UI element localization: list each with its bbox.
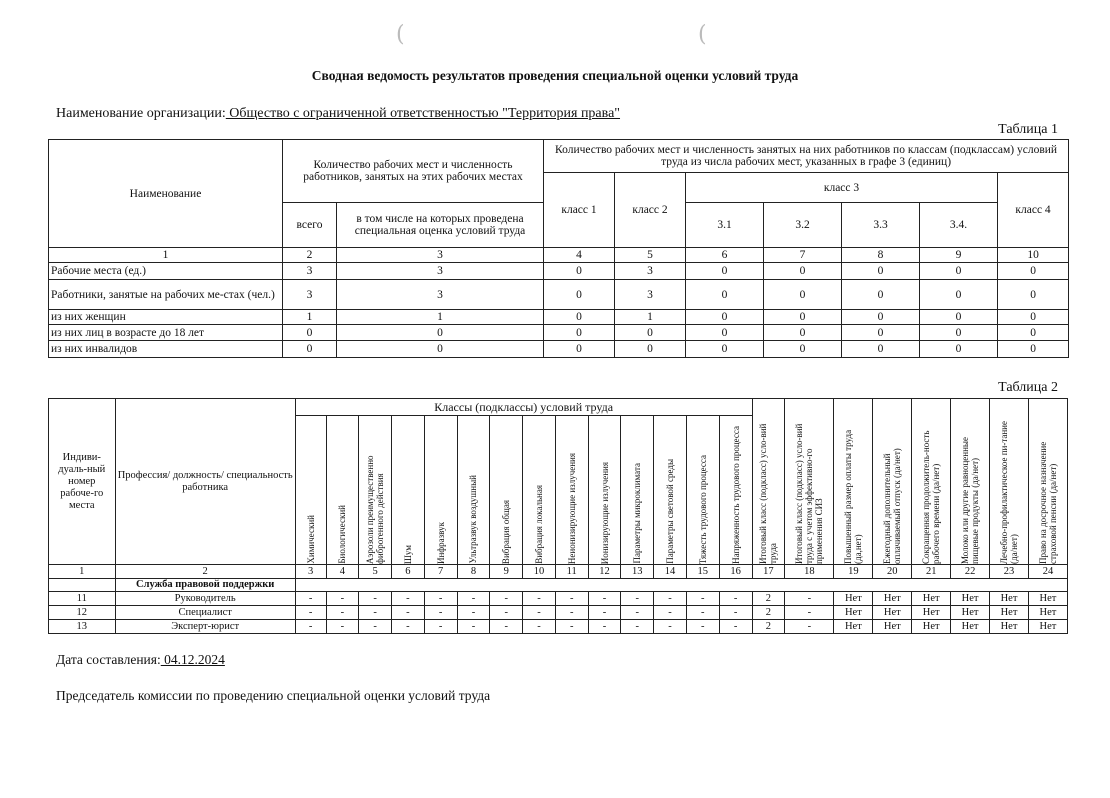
cell-value: Нет [912, 606, 951, 620]
column-number: 8 [457, 565, 490, 579]
profession-name: Специалист [115, 606, 295, 620]
column-number: 9 [920, 248, 998, 263]
cell-value: 0 [842, 341, 920, 358]
cell-value: Нет [990, 606, 1029, 620]
factor-header [719, 416, 752, 565]
table-row [49, 280, 1069, 310]
factor-header-text: Шум [402, 544, 413, 564]
cell-value: Нет [951, 606, 990, 620]
cell-value: - [326, 606, 359, 620]
column-number: 11 [555, 565, 588, 579]
factor-header-text: Химический [305, 515, 316, 564]
table-row [49, 341, 1069, 358]
scan-mark: ( [698, 22, 707, 47]
cell-value: - [555, 606, 588, 620]
cell-value: 0 [615, 341, 686, 358]
header-class4: класс 4 [998, 173, 1069, 248]
cell-value: - [295, 592, 326, 606]
organization-line [56, 106, 620, 122]
header-total: всего [283, 203, 337, 248]
cell-value: - [457, 620, 490, 634]
cell-value: 0 [920, 280, 998, 310]
cell-value: 0 [686, 325, 764, 341]
column-number: 10 [998, 248, 1069, 263]
factor-header [686, 416, 719, 565]
table-row [49, 310, 1069, 325]
cell-value: 0 [920, 325, 998, 341]
cell-value: Нет [1028, 592, 1067, 606]
column-number: 8 [842, 248, 920, 263]
cell-value: - [621, 592, 654, 606]
cell-value: - [392, 592, 425, 606]
cell-value: 0 [998, 341, 1069, 358]
factor-header-text: Неионизирующие излучения [566, 452, 577, 564]
header-extra-leave [873, 399, 912, 565]
cell-value: Нет [873, 620, 912, 634]
cell-value: - [654, 620, 687, 634]
column-number: 14 [654, 565, 687, 579]
cell-value: 0 [920, 263, 998, 280]
header-class-3-3: 3.3 [842, 203, 920, 248]
column-header-text: Ежегодный дополнительный оплачиваемый отпуск (да/нет) [882, 447, 903, 564]
workplace-id: 11 [49, 592, 116, 606]
cell-value: - [686, 606, 719, 620]
section-filler [295, 579, 1067, 592]
cell-value: 0 [842, 280, 920, 310]
header-count: Количество рабочих мест и численность работников, занятых на этих рабочих местах [283, 140, 544, 203]
column-number: 10 [523, 565, 556, 579]
column-number: 7 [424, 565, 457, 579]
cell-value: - [424, 606, 457, 620]
column-number: 5 [615, 248, 686, 263]
column-header-text: Молоко или другие равноценные пищевые продукты (да/нет) [960, 436, 981, 564]
cell-value: - [621, 620, 654, 634]
factor-header [555, 416, 588, 565]
summary-table [48, 139, 1069, 358]
section-id-cell [49, 579, 116, 592]
document-title: Сводная ведомость результатов проведения специальной оценки условий труда [311, 68, 799, 83]
factor-header-text: Параметры световой среды [665, 459, 676, 564]
table1-caption: Таблица 1 [998, 122, 1058, 137]
row-name: из них инвалидов [49, 341, 283, 358]
header-final-class [752, 399, 785, 565]
cell-value: - [686, 592, 719, 606]
cell-value: 0 [337, 341, 544, 358]
cell-value: - [654, 606, 687, 620]
cell-value: - [523, 606, 556, 620]
date-value: 04.12.2024 [160, 652, 225, 667]
cell-value: - [392, 606, 425, 620]
column-numbers-row [49, 248, 1069, 263]
table-row [49, 263, 1069, 280]
factor-header-text: Вибрация локальная [533, 485, 544, 564]
table-row [49, 620, 1068, 634]
cell-value: - [326, 592, 359, 606]
cell-value: Нет [951, 620, 990, 634]
cell-value: 0 [764, 310, 842, 325]
factor-header [295, 416, 326, 565]
cell-value: - [588, 606, 621, 620]
cell-value: - [523, 620, 556, 634]
column-number: 1 [49, 248, 283, 263]
cell-value: 0 [544, 341, 615, 358]
column-number: 4 [326, 565, 359, 579]
header-early-pension [1028, 399, 1067, 565]
cell-value: - [719, 592, 752, 606]
factor-header-text: Ультразвук воздушный [468, 475, 479, 564]
column-number: 6 [686, 248, 764, 263]
workplace-id: 12 [49, 606, 116, 620]
cell-value: - [295, 606, 326, 620]
header-assessed: в том числе на которых проведена специальная оценка условий труда [337, 203, 544, 248]
column-header-text: Право на досрочное назначение страховой пенсии (да/нет) [1037, 441, 1058, 564]
cell-value: Нет [990, 592, 1029, 606]
cell-value: - [588, 592, 621, 606]
column-number: 23 [990, 565, 1029, 579]
profession-name: Эксперт-юрист [115, 620, 295, 634]
cell-value: - [785, 606, 834, 620]
cell-value: - [457, 592, 490, 606]
factor-header [326, 416, 359, 565]
cell-value: - [295, 620, 326, 634]
factor-header [621, 416, 654, 565]
cell-value: - [457, 606, 490, 620]
column-number: 12 [588, 565, 621, 579]
factor-header-text: Инфразвук [435, 521, 446, 564]
factor-header-text: Ионизирующие излучения [599, 461, 610, 564]
cell-value: Нет [912, 620, 951, 634]
cell-value: - [424, 592, 457, 606]
scan-mark: ( [396, 22, 405, 47]
column-number: 2 [115, 565, 295, 579]
cell-value: 0 [842, 325, 920, 341]
header-conditions-classes: Классы (подклассы) условий труда [295, 399, 752, 416]
cell-value: Нет [951, 592, 990, 606]
cell-value: - [719, 620, 752, 634]
column-number: 22 [951, 565, 990, 579]
header-reduced-hours [912, 399, 951, 565]
factor-header-text: Биологический [337, 505, 348, 564]
cell-value: 0 [764, 280, 842, 310]
header-class-3-4: 3.4. [920, 203, 998, 248]
factor-header [359, 416, 392, 565]
cell-value: - [621, 606, 654, 620]
column-number: 3 [295, 565, 326, 579]
cell-value: - [424, 620, 457, 634]
cell-value: - [719, 606, 752, 620]
header-class-3-1: 3.1 [686, 203, 764, 248]
cell-value: 3 [337, 280, 544, 310]
column-number: 20 [873, 565, 912, 579]
table-row [49, 325, 1069, 341]
column-header-text: Итоговый класс (подкласс) усло-вий труда с учетом эффективно-го применения СИЗ [794, 423, 825, 564]
header-classes: Количество рабочих мест и численность занятых на них работников по классам (подклассам) условий труда из числа рабочих мест, указанных в графе 3 (единиц) [544, 140, 1069, 173]
factor-header [523, 416, 556, 565]
cell-value: 0 [764, 325, 842, 341]
cell-value: - [326, 620, 359, 634]
column-number: 21 [912, 565, 951, 579]
cell-value: 3 [615, 263, 686, 280]
column-number: 5 [359, 565, 392, 579]
header-pay-increase [834, 399, 873, 565]
workplace-id: 13 [49, 620, 116, 634]
date-label: Дата составления: [56, 652, 161, 667]
factor-header [424, 416, 457, 565]
cell-value: Нет [873, 606, 912, 620]
cell-value: - [654, 592, 687, 606]
cell-value: - [359, 606, 392, 620]
cell-value: Нет [834, 592, 873, 606]
column-number: 17 [752, 565, 785, 579]
cell-value: 0 [920, 310, 998, 325]
cell-value: 0 [544, 280, 615, 310]
factor-header [588, 416, 621, 565]
header-class2: класс 2 [615, 173, 686, 248]
cell-value: 3 [283, 280, 337, 310]
factor-header [392, 416, 425, 565]
cell-value: - [490, 606, 523, 620]
table-row [49, 592, 1068, 606]
column-number: 6 [392, 565, 425, 579]
cell-value: Нет [873, 592, 912, 606]
column-number: 13 [621, 565, 654, 579]
cell-value: - [523, 592, 556, 606]
cell-value: Нет [834, 620, 873, 634]
workplace-table [48, 398, 1068, 634]
header-class-3-2: 3.2 [764, 203, 842, 248]
cell-value: Нет [834, 606, 873, 620]
table2-caption: Таблица 2 [998, 380, 1058, 395]
cell-value: Нет [1028, 606, 1067, 620]
section-title: Служба правовой поддержки [115, 579, 295, 592]
column-header-text: Итоговый класс (подкласс) усло-вий труда [758, 423, 779, 564]
cell-value: - [555, 620, 588, 634]
column-number: 16 [719, 565, 752, 579]
column-number: 7 [764, 248, 842, 263]
factor-header-text: Аэрозоли преимущественно фиброгенного действия [365, 455, 386, 564]
factor-header-text: Вибрация общая [501, 499, 512, 564]
cell-value: 0 [998, 310, 1069, 325]
cell-value: Нет [990, 620, 1029, 634]
column-header-text: Повышенный размер оплаты труда (да,нет) [843, 429, 864, 564]
cell-value: 0 [842, 310, 920, 325]
factor-header-text: Параметры микроклимата [632, 463, 643, 564]
cell-value: 0 [920, 341, 998, 358]
cell-value: - [686, 620, 719, 634]
cell-value: - [359, 592, 392, 606]
factor-header [654, 416, 687, 565]
cell-value: 0 [544, 325, 615, 341]
cell-value: 2 [752, 620, 785, 634]
cell-value: 3 [283, 263, 337, 280]
cell-value: - [785, 592, 834, 606]
profession-name: Руководитель [115, 592, 295, 606]
cell-value: 0 [764, 341, 842, 358]
row-name: Рабочие места (ед.) [49, 263, 283, 280]
cell-value: 0 [615, 325, 686, 341]
cell-value: - [490, 620, 523, 634]
cell-value: 0 [686, 310, 764, 325]
cell-value: 0 [686, 341, 764, 358]
cell-value: 0 [998, 263, 1069, 280]
factor-header [457, 416, 490, 565]
factor-header-text: Тяжесть трудового процесса [697, 454, 708, 564]
header-workplace-id: Индиви-дуаль-ный номер рабоче-го места [49, 399, 116, 565]
column-number: 1 [49, 565, 116, 579]
header-milk [951, 399, 990, 565]
cell-value: 2 [752, 606, 785, 620]
cell-value: 0 [283, 325, 337, 341]
cell-value: 0 [998, 280, 1069, 310]
organization-name: Общество с ограниченной ответственностью "Территория права" [225, 106, 621, 121]
column-header-text: Сокращенная продолжитель-ность рабочего времени (да/нет) [921, 430, 942, 564]
cell-value: - [392, 620, 425, 634]
column-number: 15 [686, 565, 719, 579]
row-name: из них лиц в возрасте до 18 лет [49, 325, 283, 341]
cell-value: 2 [752, 592, 785, 606]
cell-value: 0 [544, 310, 615, 325]
cell-value: - [588, 620, 621, 634]
column-number: 9 [490, 565, 523, 579]
cell-value: - [555, 592, 588, 606]
organization-label: Наименование организации: [56, 106, 226, 121]
factor-header-text: Напряженность трудового процесса [730, 426, 741, 564]
header-therapeutic-food [990, 399, 1029, 565]
row-name: Работники, занятые на рабочих ме-стах (чел.) [49, 280, 283, 310]
cell-value: 1 [615, 310, 686, 325]
chairman-line: Председатель комиссии по проведению специальной оценки условий труда [56, 688, 491, 703]
cell-value: 0 [544, 263, 615, 280]
cell-value: Нет [1028, 620, 1067, 634]
column-numbers-row [49, 565, 1068, 579]
column-number: 2 [283, 248, 337, 263]
header-class3: класс 3 [686, 173, 998, 203]
cell-value: 3 [615, 280, 686, 310]
cell-value: 3 [337, 263, 544, 280]
cell-value: 0 [998, 325, 1069, 341]
table-row [49, 606, 1068, 620]
cell-value: 0 [283, 341, 337, 358]
cell-value: - [359, 620, 392, 634]
cell-value: 1 [283, 310, 337, 325]
factor-header [490, 416, 523, 565]
header-class1: класс 1 [544, 173, 615, 248]
column-number: 3 [337, 248, 544, 263]
cell-value: - [490, 592, 523, 606]
header-name: Наименование [49, 140, 283, 248]
cell-value: 0 [764, 263, 842, 280]
cell-value: 0 [842, 263, 920, 280]
cell-value: 0 [686, 280, 764, 310]
header-final-class-ppe [785, 399, 834, 565]
cell-value: Нет [912, 592, 951, 606]
column-number: 24 [1028, 565, 1067, 579]
date-line [56, 652, 225, 668]
row-name: из них женщин [49, 310, 283, 325]
column-number: 18 [785, 565, 834, 579]
cell-value: - [785, 620, 834, 634]
column-header-text: Лечебно-профилактическое пи-тание (да/нет) [999, 420, 1019, 564]
column-number: 19 [834, 565, 873, 579]
column-number: 4 [544, 248, 615, 263]
cell-value: 0 [686, 263, 764, 280]
cell-value: 1 [337, 310, 544, 325]
cell-value: 0 [337, 325, 544, 341]
header-profession: Профессия/ должность/ специальность работника [115, 399, 295, 565]
